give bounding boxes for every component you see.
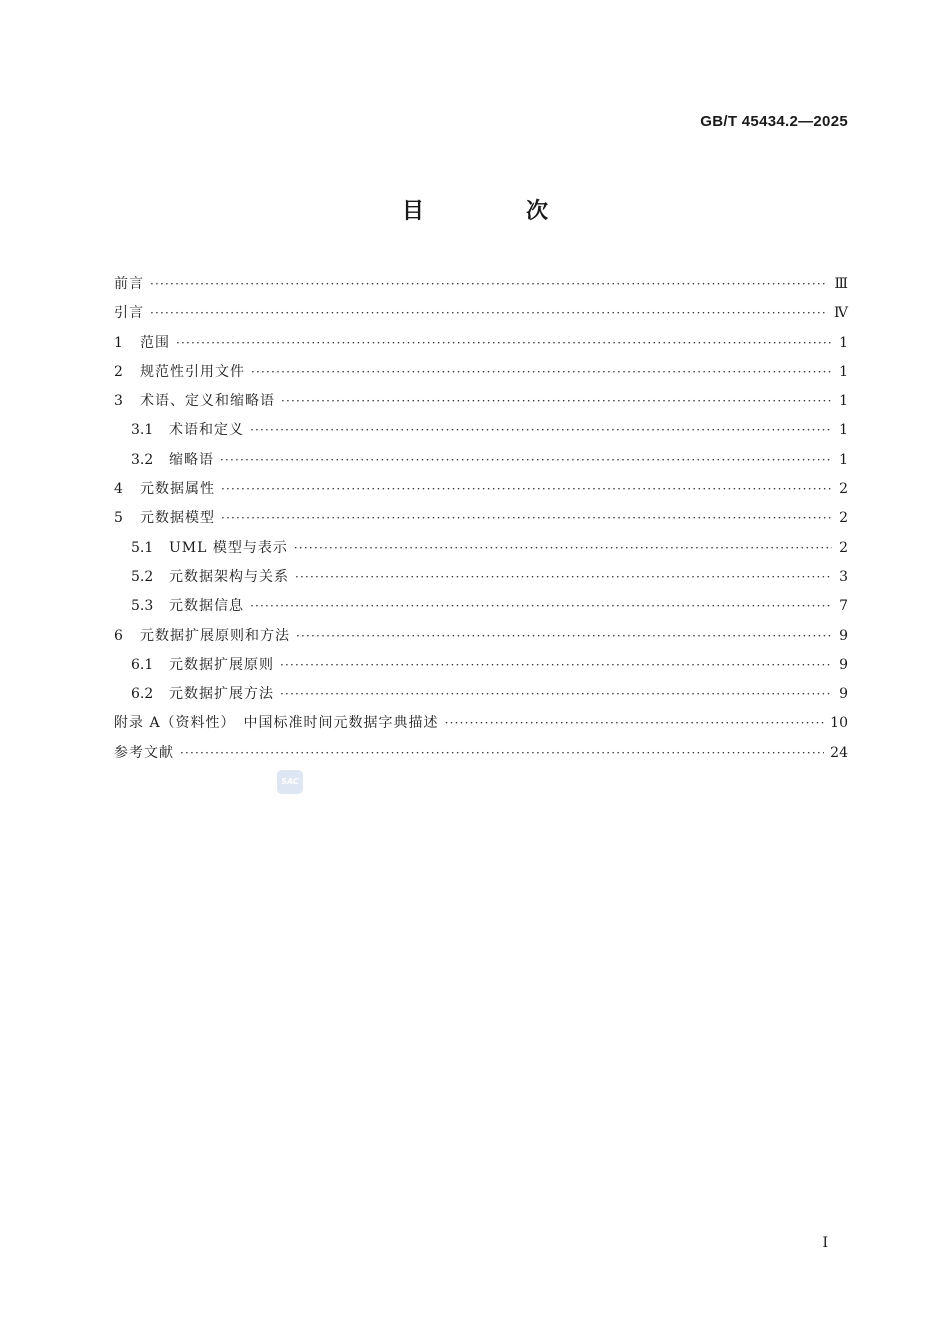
toc-entry-title: 规范性引用文件 xyxy=(140,363,245,380)
toc-entry[interactable] xyxy=(114,739,848,768)
table-of-contents xyxy=(114,270,848,768)
toc-entry[interactable] xyxy=(114,622,848,651)
toc-entry-title: 引言 xyxy=(114,305,144,322)
toc-entry-page: Ⅲ xyxy=(834,276,848,292)
toc-entry-title: 元数据模型 xyxy=(140,510,215,527)
page-number: I xyxy=(822,1235,828,1251)
toc-entry-page: 9 xyxy=(839,686,848,703)
toc-entry-title: 前言 xyxy=(114,276,144,292)
toc-title: 目 次 xyxy=(401,199,588,224)
toc-dot-leader xyxy=(445,709,825,738)
toc-entry-page: 9 xyxy=(839,656,848,673)
toc-entry-page: 1 xyxy=(839,393,848,410)
toc-entry-page: 9 xyxy=(839,627,848,644)
toc-entry-page: 10 xyxy=(830,715,848,732)
sac-watermark-logo: SAC xyxy=(277,770,303,794)
toc-entry-page: 1 xyxy=(839,334,848,351)
toc-dot-leader xyxy=(296,622,832,651)
toc-entry[interactable] xyxy=(114,270,848,299)
toc-entry-number: 1 xyxy=(114,334,123,351)
toc-entry[interactable] xyxy=(114,592,848,621)
toc-entry-page: 2 xyxy=(839,510,848,527)
toc-entry-number: 6 xyxy=(114,627,123,644)
toc-entry-title: 元数据扩展原则和方法 xyxy=(140,627,290,644)
toc-entry-title: 术语、定义和缩略语 xyxy=(140,393,275,410)
toc-entry-page: 3 xyxy=(839,568,848,585)
toc-dot-leader xyxy=(220,446,832,475)
toc-entry[interactable] xyxy=(114,329,848,358)
toc-entry[interactable] xyxy=(114,709,848,738)
toc-dot-leader xyxy=(221,475,832,504)
toc-entry-page: 2 xyxy=(839,539,848,556)
toc-dot-leader xyxy=(294,534,832,563)
toc-entry-number: 5.3 xyxy=(131,598,154,615)
toc-dot-leader xyxy=(280,680,832,709)
toc-entry-title: 元数据属性 xyxy=(140,481,215,498)
toc-entry-title: 缩略语 xyxy=(169,451,214,468)
toc-entry[interactable] xyxy=(114,416,848,445)
toc-entry-page: Ⅳ xyxy=(834,305,848,322)
toc-entry-title: 参考文献 xyxy=(114,744,174,761)
toc-entry-number: 3.1 xyxy=(131,422,154,439)
toc-entry[interactable] xyxy=(114,446,848,475)
toc-entry[interactable] xyxy=(114,534,848,563)
toc-entry[interactable] xyxy=(114,504,848,533)
toc-dot-leader xyxy=(221,504,832,533)
toc-dot-leader xyxy=(250,592,832,621)
toc-entry-number: 5.1 xyxy=(131,539,154,556)
toc-dot-leader xyxy=(281,387,832,416)
toc-dot-leader xyxy=(280,651,832,680)
toc-entry-page: 7 xyxy=(839,598,848,615)
toc-entry-title: 元数据架构与关系 xyxy=(169,568,289,585)
toc-entry-title: UML 模型与表示 xyxy=(169,539,288,556)
toc-entry[interactable] xyxy=(114,680,848,709)
toc-entry-title: 术语和定义 xyxy=(169,422,244,439)
toc-entry-title: 元数据信息 xyxy=(169,598,244,615)
toc-entry-title: 元数据扩展方法 xyxy=(169,686,274,703)
toc-dot-leader xyxy=(295,563,832,592)
toc-dot-leader xyxy=(176,329,832,358)
toc-entry[interactable] xyxy=(114,563,848,592)
toc-entry-page: 1 xyxy=(839,363,848,380)
toc-entry[interactable] xyxy=(114,299,848,328)
toc-entry-title: 附录 A（资料性） 中国标准时间元数据字典描述 xyxy=(114,715,439,732)
toc-entry-number: 6.2 xyxy=(131,686,154,703)
toc-entry-number: 6.1 xyxy=(131,656,154,673)
toc-entry[interactable] xyxy=(114,651,848,680)
toc-entry[interactable] xyxy=(114,358,848,387)
toc-entry-number: 5 xyxy=(114,510,123,527)
toc-entry-number: 2 xyxy=(114,363,123,380)
toc-entry-number: 3.2 xyxy=(131,451,154,468)
toc-entry[interactable] xyxy=(114,387,848,416)
standard-code: GB/T 45434.2—2025 xyxy=(700,113,848,130)
toc-entry-page: 24 xyxy=(830,744,848,761)
toc-entry-page: 1 xyxy=(839,422,848,439)
toc-dot-leader xyxy=(180,739,824,768)
toc-entry-title: 元数据扩展原则 xyxy=(169,656,274,673)
toc-entry[interactable] xyxy=(114,475,848,504)
toc-entry-title: 范围 xyxy=(140,334,170,351)
toc-dot-leader xyxy=(251,358,832,387)
toc-entry-page: 1 xyxy=(839,451,848,468)
toc-dot-leader xyxy=(150,299,828,328)
toc-entry-number: 5.2 xyxy=(131,568,154,585)
toc-entry-number: 3 xyxy=(114,393,123,410)
toc-dot-leader xyxy=(150,270,828,299)
toc-dot-leader xyxy=(250,416,832,445)
toc-entry-number: 4 xyxy=(114,481,123,498)
toc-entry-page: 2 xyxy=(839,481,848,498)
